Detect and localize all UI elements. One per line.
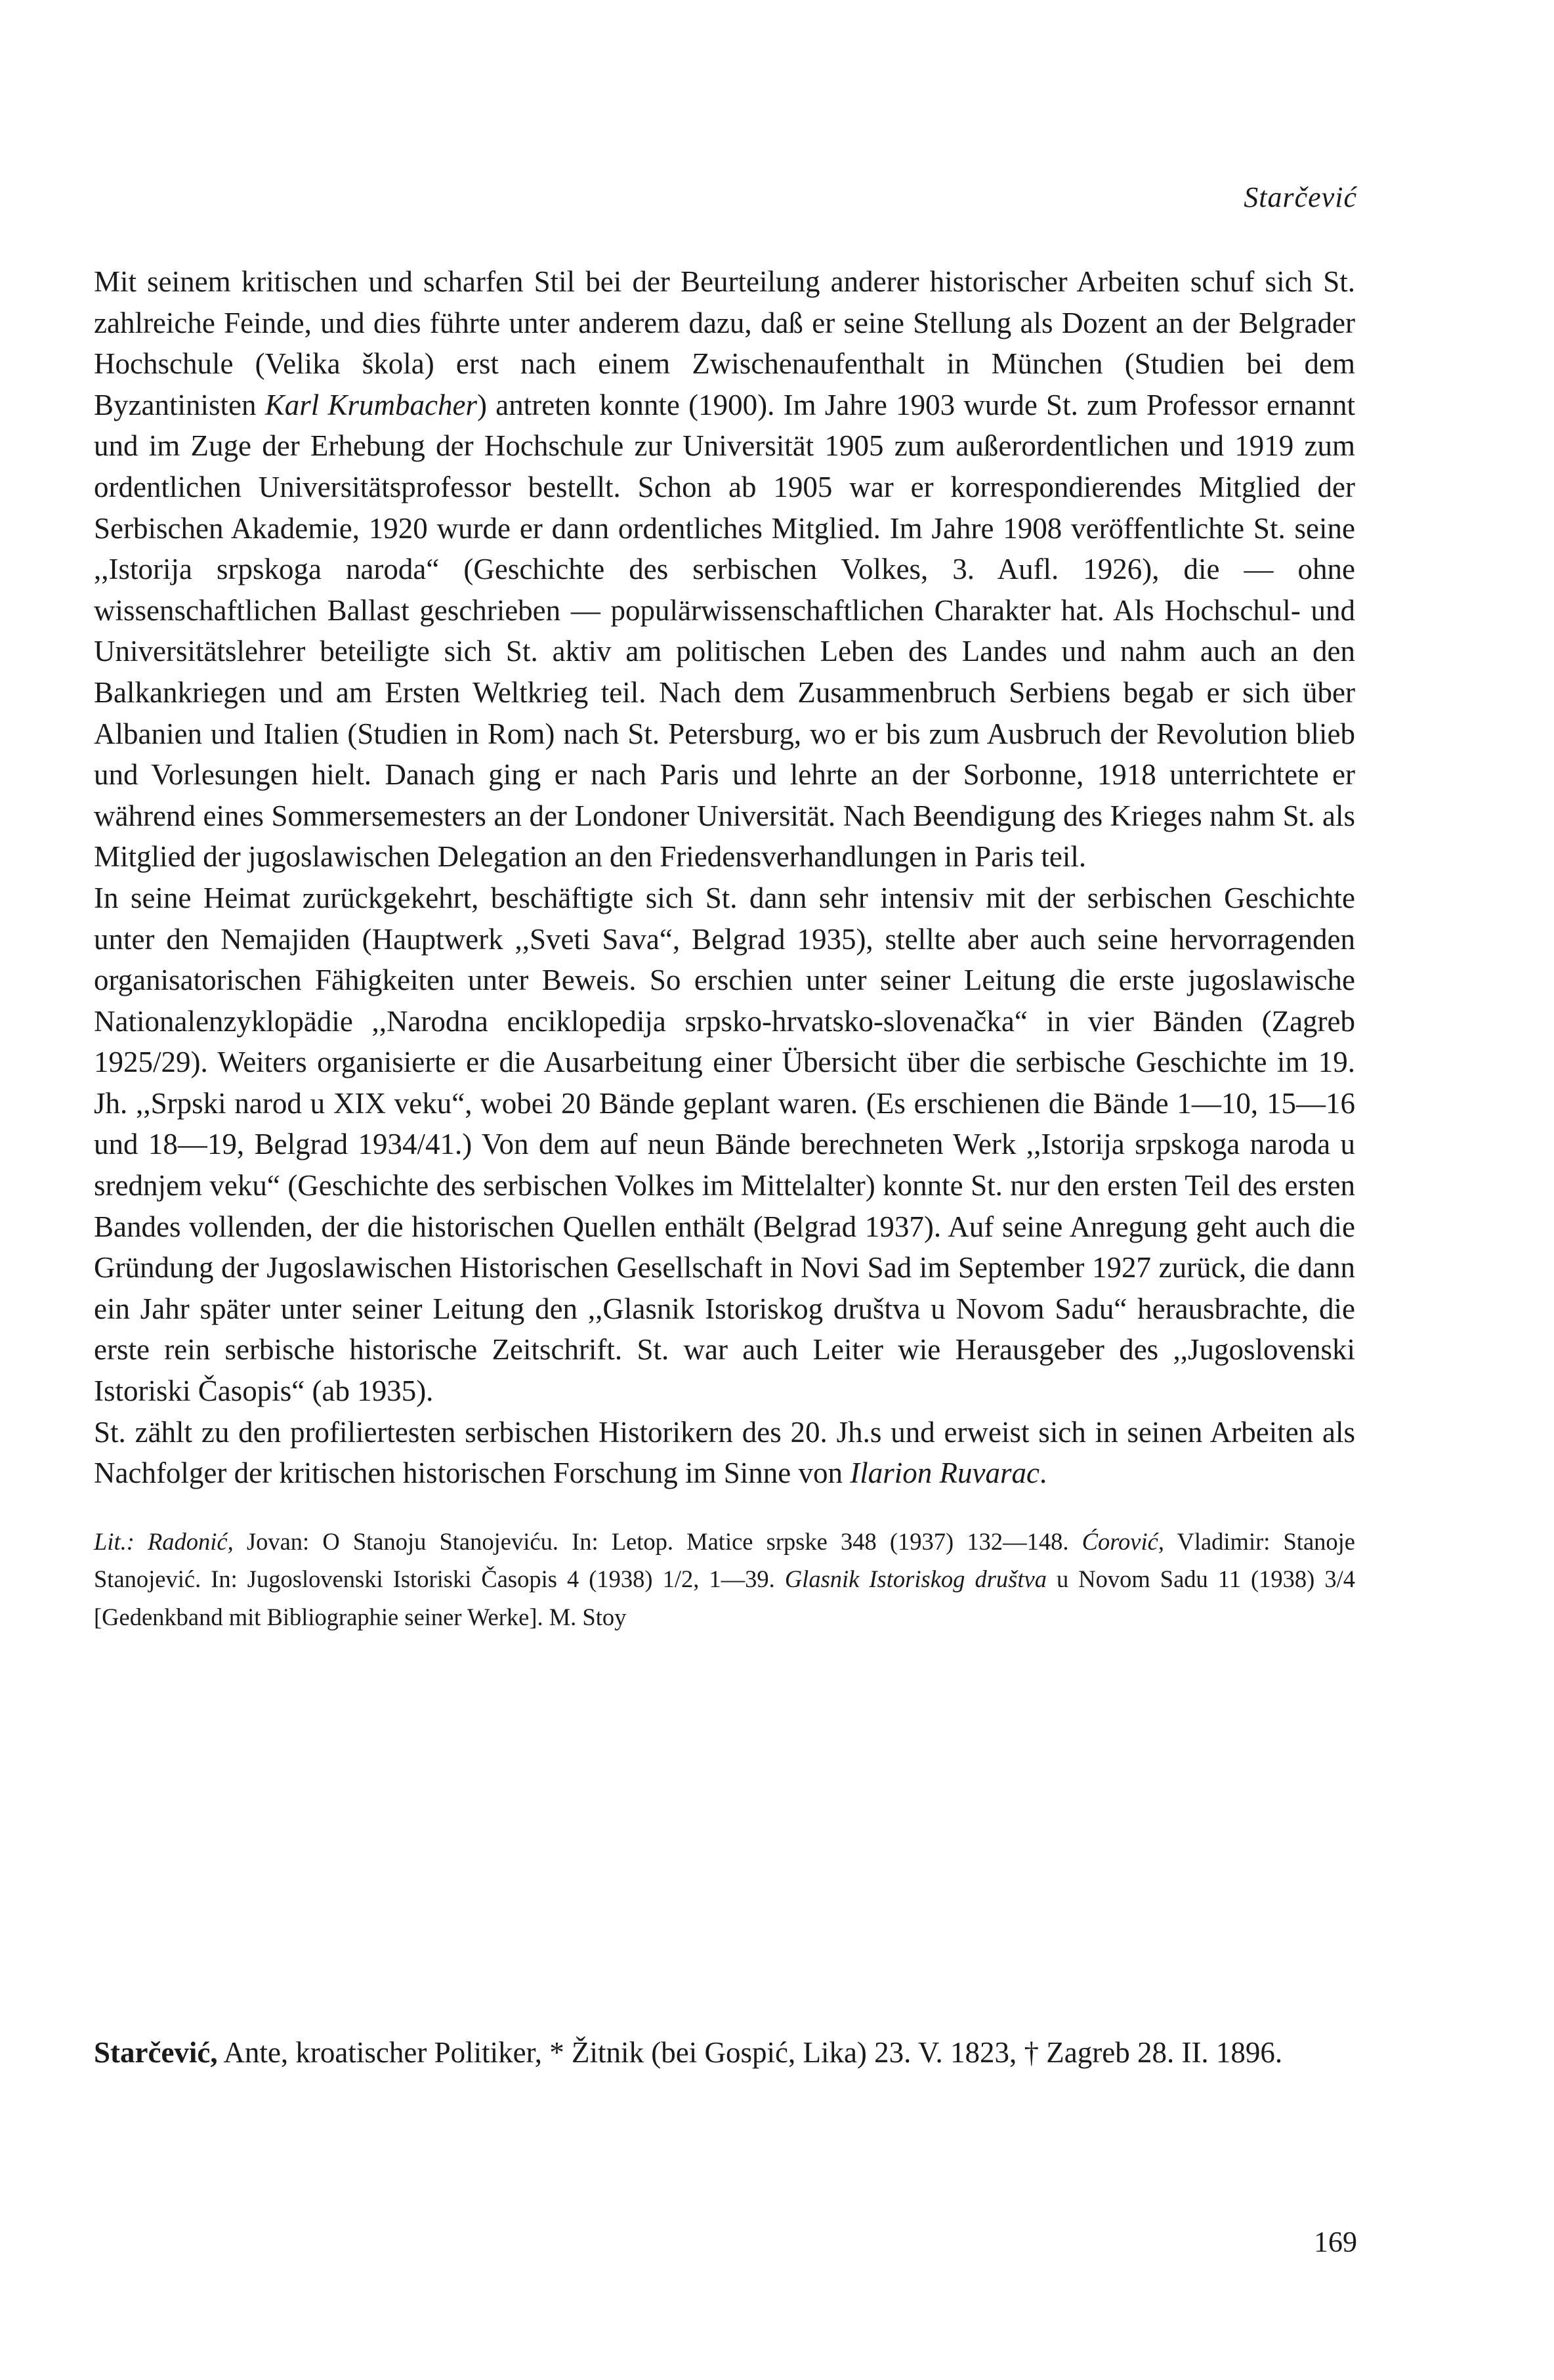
text-segment: Mit seinem kritischen und scharfen Stil bei der Beurteilung anderer historischer Arbeiten schuf sich St. zahlreiche Feinde, und dies führte unter anderem dazu, daß er seine Stellung als Dozent an der Belgrader Hochschule (Velika škola) erst nach einem Zwischenaufenthalt in München (Studien bei dem Byzantinisten <box>94 265 1355 421</box>
entry-text: Ante, kroatischer Politiker, * Žitnik (bei Gospić, Lika) 23. V. 1823, † Zagreb 28. II. 1896. <box>217 2036 1283 2069</box>
text-segment: . <box>1039 1456 1047 1490</box>
article-body <box>94 261 1355 1636</box>
paragraph-2 <box>94 878 1355 1412</box>
text-segment: St. zählt zu den profiliertesten serbischen Historikern des 20. Jh.s und erweist sich in seinen Arbeiten als Nachfolger der kritischen historischen Forschung im Sinne von <box>94 1415 1355 1490</box>
lit-text: Vladimir: Stanoje Stanojević. In: Jugoslovenski Istoriski Časopis 4 (1938) 1/2, 1—39. <box>94 1527 1355 1593</box>
entry-headword: Starčević, <box>94 2036 218 2069</box>
running-head: Starčević <box>1244 181 1357 213</box>
paragraph-1 <box>94 261 1355 878</box>
lit-author: Ćorović, <box>1082 1527 1164 1555</box>
lit-author: Lit.: Radonić, <box>94 1527 234 1555</box>
text-segment: In seine Heimat zurückgekehrt, beschäftigte sich St. dann sehr intensiv mit der serbischen Geschichte unter den Nemajiden (Hauptwerk ,,Sveti Sava“, Belgrad 1935), stellte aber auch seine hervorragenden organisatorischen Fähigkeiten unter Beweis. So erschien unter seiner Leitung die erste jugoslawische Nationalenzyklopädie ,,Narodna enciklopedija srpsko-hrvatsko-slovenačka“ in vier Bänden (Zagreb 1925/29). Weiters organisierte er die Ausarbeitung einer Übersicht über die serbische Geschichte im 19. Jh. ,,Srpski narod u XIX veku“, wobei 20 Bände geplant waren. (Es erschienen die Bände 1—10, 15—16 und 18—19, Belgrad 1934/41.) Von dem auf neun Bände berechneten Werk ,,Istorija srpskoga naroda u srednjem veku“ (Geschichte des serbischen Volkes im Mittelalter) konnte St. nur den ersten Teil des ersten Bandes vollenden, der die historischen Quellen enthält (Belgrad 1937). Auf seine Anregung geht auch die Gründung der Jugoslawischen Historischen Gesellschaft in Novi Sad im September 1927 zurück, die dann ein Jahr später unter seiner Leitung den ,,Glasnik Istoriskog društva u Novom Sadu“ herausbrachte, die erste rein serbische historische Zeitschrift. St. war auch Leiter wie Herausgeber des ,,Jugoslovenski Istoriski Časopis“ (ab 1935). <box>94 881 1355 1408</box>
paragraph-3 <box>94 1412 1355 1494</box>
text-segment: ) antreten konnte (1900). Im Jahre 1903 wurde St. zum Professor ernannt und im Zuge der Erhebung der Hochschule zur Universität 1905 zum außerordentlichen und 1919 zum ordentlichen Universitätsprofessor bestellt. Schon ab 1905 war er korrespondierendes Mitglied der Serbischen Akademie, 1920 wurde er dann ordentliches Mitglied. Im Jahre 1908 veröffentlichte St. seine ,,Istorija srpskoga naroda“ (Geschichte des serbischen Volkes, 3. Aufl. 1926), die — ohne wissenschaftlichen Ballast geschrieben — populärwissenschaftlichen Charakter hat. Als Hochschul- und Universitätslehrer beteiligte sich St. aktiv am politischen Leben des Landes und nahm auch an den Balkankriegen und am Ersten Weltkrieg teil. Nach dem Zusammenbruch Serbiens begab er sich über Albanien und Italien (Studien in Rom) nach St. Petersburg, wo er bis zum Ausbruch der Revolution blieb und Vorlesungen hielt. Danach ging er nach Paris und lehrte an der Sorbonne, 1918 unterrichtete er während eines Sommersemesters an der Londoner Universität. Nach Beendigung des Krieges nahm St. als Mitglied der jugoslawischen Delegation an den Friedensverhandlungen in Paris teil. <box>94 388 1355 874</box>
lit-title: Glasnik Istoriskog društva <box>784 1565 1047 1593</box>
lit-text: Jovan: O Stanoju Stanojeviću. In: Letop. Matice srpske 348 (1937) 132—148. <box>233 1527 1082 1555</box>
person-name: Ilarion Ruvarac <box>850 1456 1040 1490</box>
lit-text: u Novom Sadu 11 (1938) 3/4 [Gedenkband mit Bibliographie seiner Werke]. M. Stoy <box>94 1565 1355 1630</box>
person-name: Karl Krumbacher <box>264 388 477 421</box>
next-entry <box>94 2029 1355 2075</box>
page-number: 169 <box>1314 2226 1357 2258</box>
literature-references <box>94 1523 1355 1636</box>
